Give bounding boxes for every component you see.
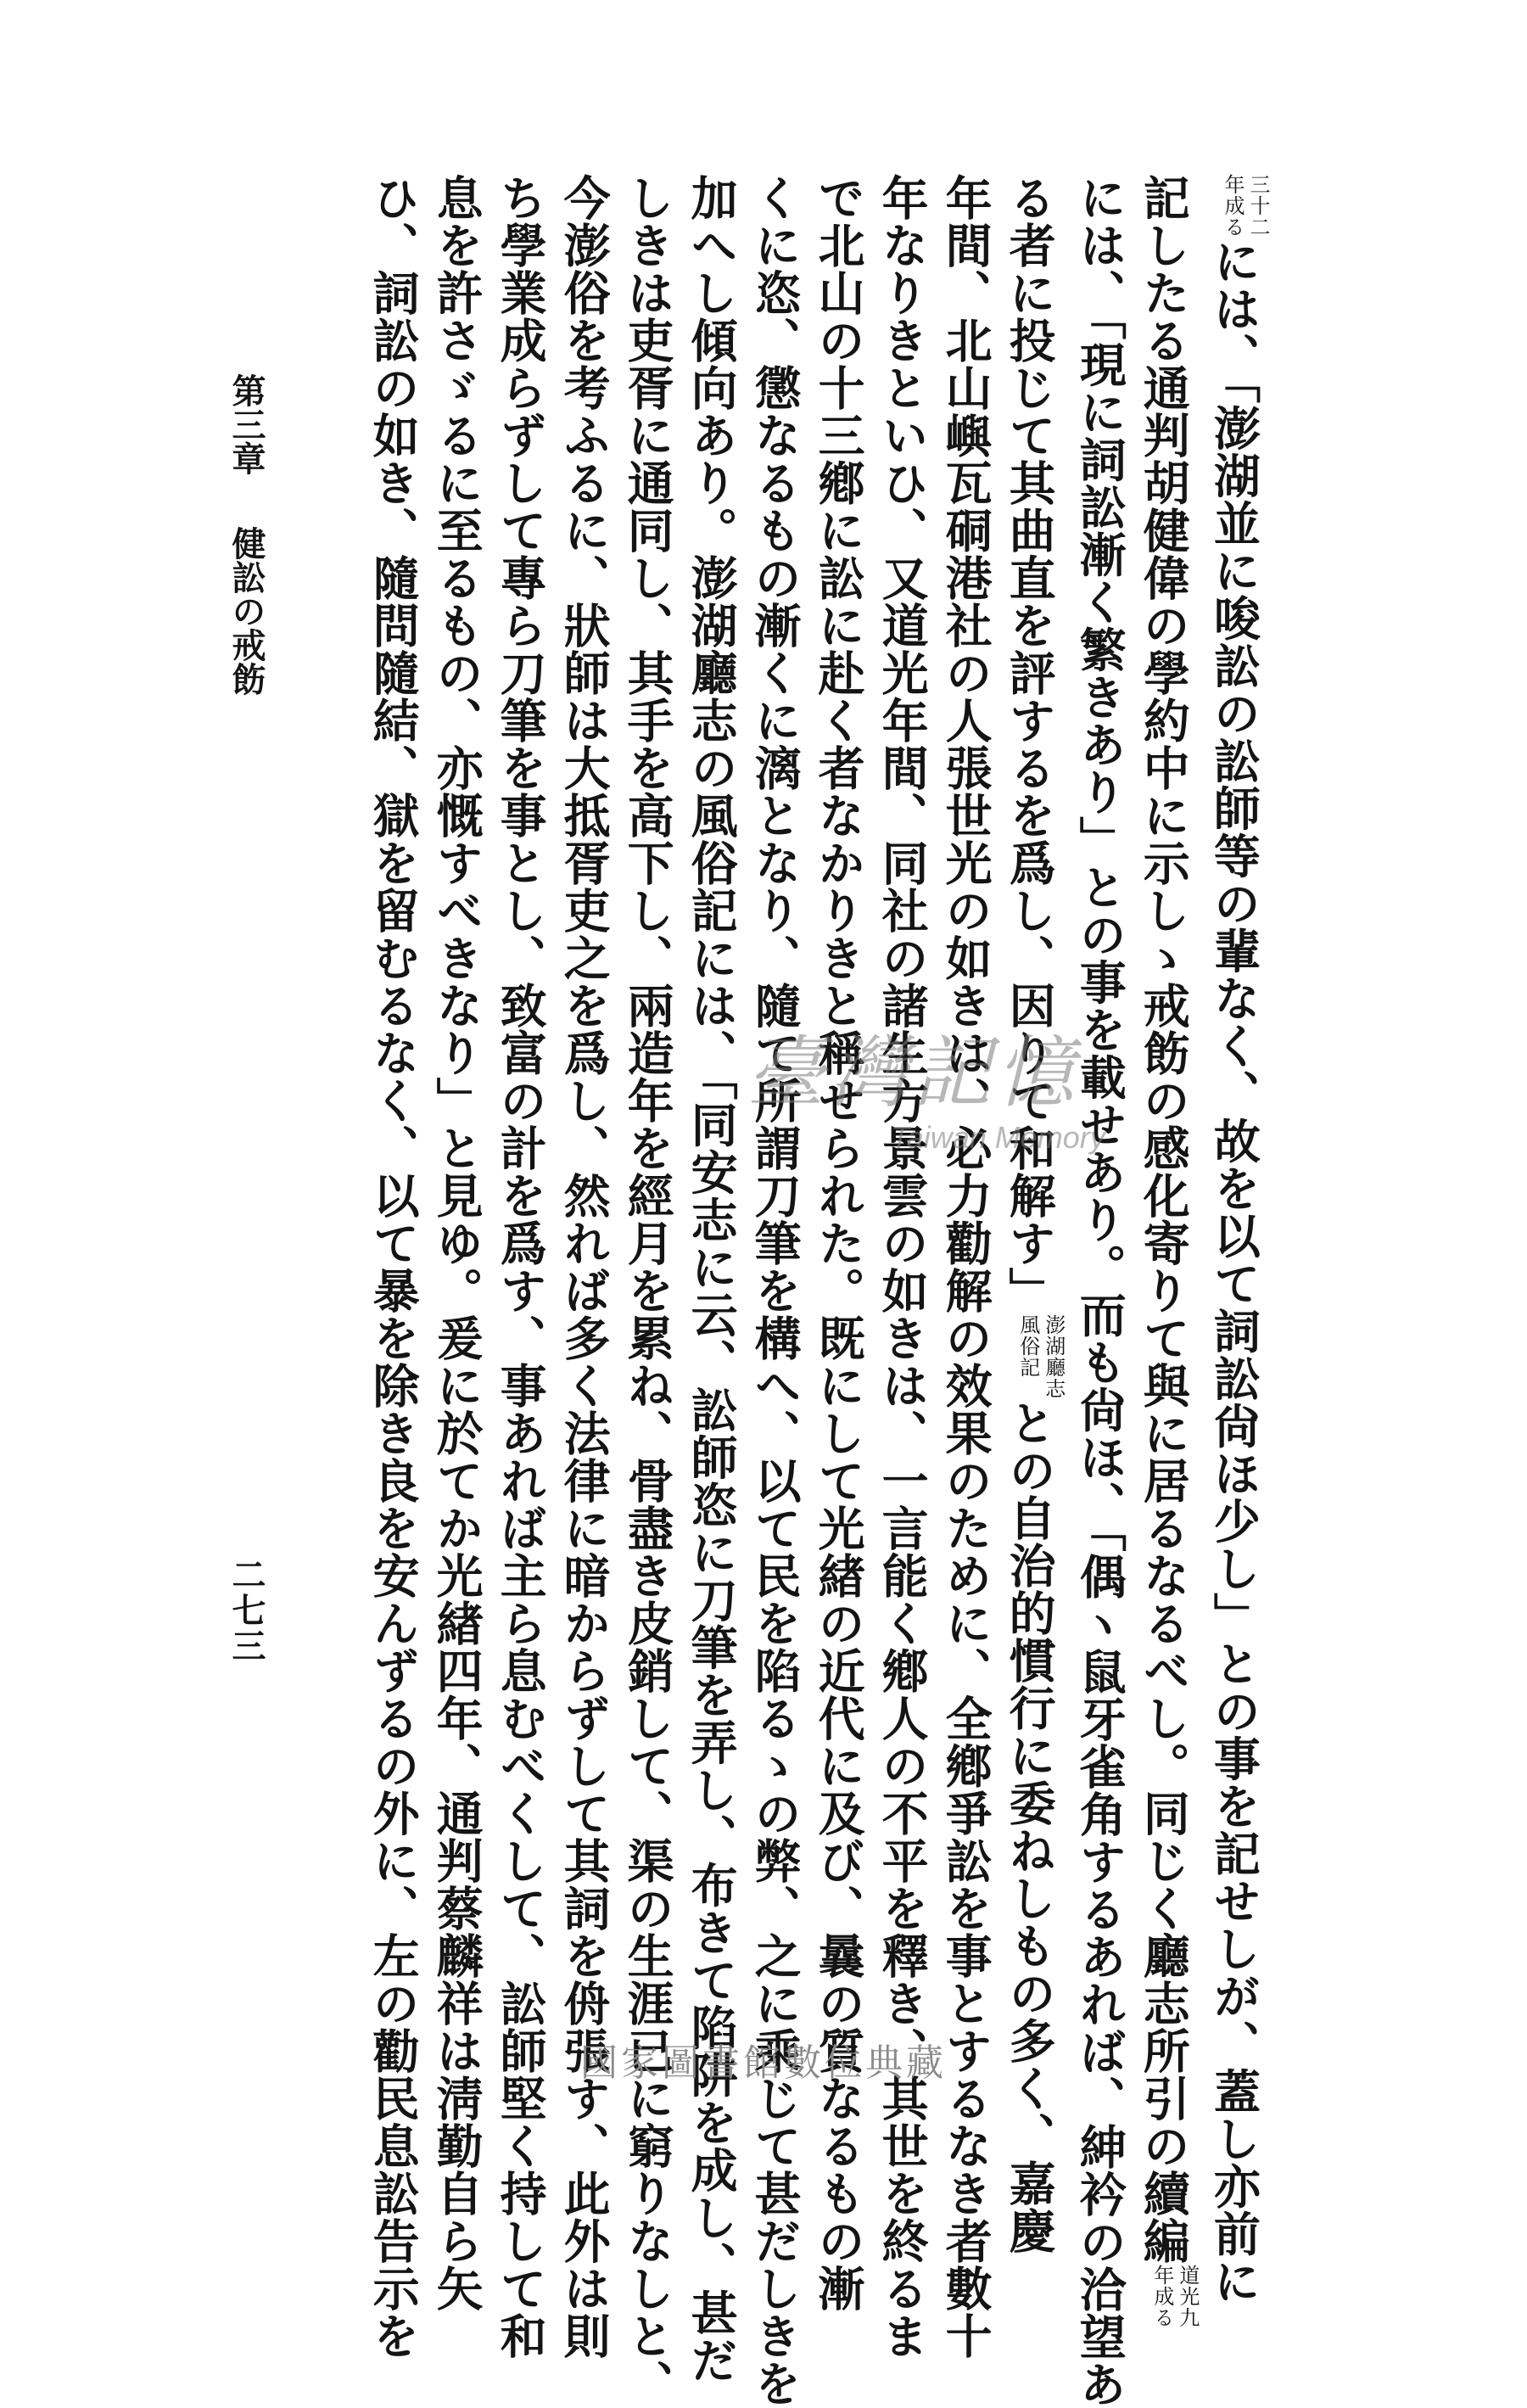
text-column [870,174,934,2360]
watermark-chinese: 臺灣記憶 [747,1028,1080,1118]
column-text: る者に投じて其曲直を評するを爲し、因りて和解す」 [1001,174,1057,1314]
page-number: 二七三 [227,1557,266,1664]
column-text: 息を許さゞるに至るもの、亦慨すべきなり」と見ゆ。爰に於てか光緖四年、通判蔡麟祥は淸勤自ら矢 [428,174,484,2312]
annotation-line: 年成る [1149,2265,1174,2328]
inline-annotation [1220,174,1271,238]
annotation-line: 三十二 [1246,174,1270,238]
text-column [934,174,998,2360]
column-text: 年なりきといひ、又道光年間、同社の諸生方景雲の如きは、一言能く鄕人の不平を釋き、其世を終るま [874,174,930,2360]
column-text: ち學業成らずして專ら刀筆を事とし、致富の計を爲す、事あれば主ら息むべくして、訟師堅く持して和 [492,174,548,2360]
text-column [552,174,616,2360]
text-column [743,174,807,2407]
inline-annotation [1015,1314,1066,1399]
text-column [1068,174,1132,2408]
column-text: くに恣、懲なるもの漸くに漓となり、隨て所謂刀筆を構へ、以て民を陷るゝの弊、之に乘じて甚だしきを [747,174,803,2407]
column-text: 今澎俗を考ふるに、狀師は大抵胥吏之を爲し、然れば多く法律に暗からずして其詞を侜張す、此外は則 [556,174,612,2360]
chapter-title: 健訟の戒飭 [227,526,266,696]
column-text: 加へし傾向あり。澎湖廳志の風俗記には、「同安志に云、訟師恣に刀筆を弄し、布きて陷阱を成し、甚だ [683,174,739,2384]
text-column [807,174,870,2312]
column-text: 記したる通判胡健偉の學約中に示しゝ戒飭の感化寄りて與に居るなるべし。同じく廳志所引の續編 [1135,174,1191,2265]
column-text: 年間、北山嶼瓦硐港社の人張世光の如きは、必力勸解の效果のために、全鄕爭訟を事とするなき者數十 [937,174,993,2360]
text-column [1132,174,1202,2328]
running-head [222,373,271,882]
text-column [616,174,680,2407]
text-column [1202,174,1272,2305]
column-text: には、「現に詞訟漸く繁きあり」との事を載せあり。而も尙ほ、「偶ヽ鼠牙雀角するあれば、紳衿の洽望あ [1071,174,1127,2408]
annotation-line: 風俗記 [1015,1314,1040,1378]
text-column [425,174,489,2312]
text-column [998,174,1068,2254]
text-column [489,174,552,2360]
watermark-english: Taiwan Memory [891,1120,1105,1155]
column-text: しきは吏胥に通同し、其手を高下し、兩造年を經月を累ね、骨盡き皮銷して、渠の生涯已に窮りなしと、 [619,174,675,2407]
text-column [361,174,425,2360]
text-column [680,174,743,2384]
watermark-logo [747,1027,1145,1188]
column-text: には、「澎湖並に唆訟の訟師等の輩なく、故を以て詞訟尙ほ少し」との事を記せしが、蓋し亦前に [1205,238,1261,2305]
footer-credit: 國家圖書館數位典藏 [580,2041,947,2085]
annotation-line: 道光九 [1175,2265,1200,2328]
annotation-line: 年成る [1221,174,1245,238]
annotation-line: 澎湖廳志 [1041,1314,1066,1399]
chapter-label: 第三章 [227,373,266,475]
column-text: ひ、詞訟の如き、隨問隨結、獄を留むるなく、以て暴を除き良を安んずるの外に、左の勸民息訟告示を [365,174,421,2360]
column-text: との自治的慣行に委ねしもの多く、嘉慶 [1001,1399,1057,2254]
inline-annotation [1149,2265,1200,2328]
column-text: で北山の十三鄕に訟に赴く者なかりきと稱せられた。既にして光緖の近代に及び、曩の質なるもの漸 [810,174,866,2312]
